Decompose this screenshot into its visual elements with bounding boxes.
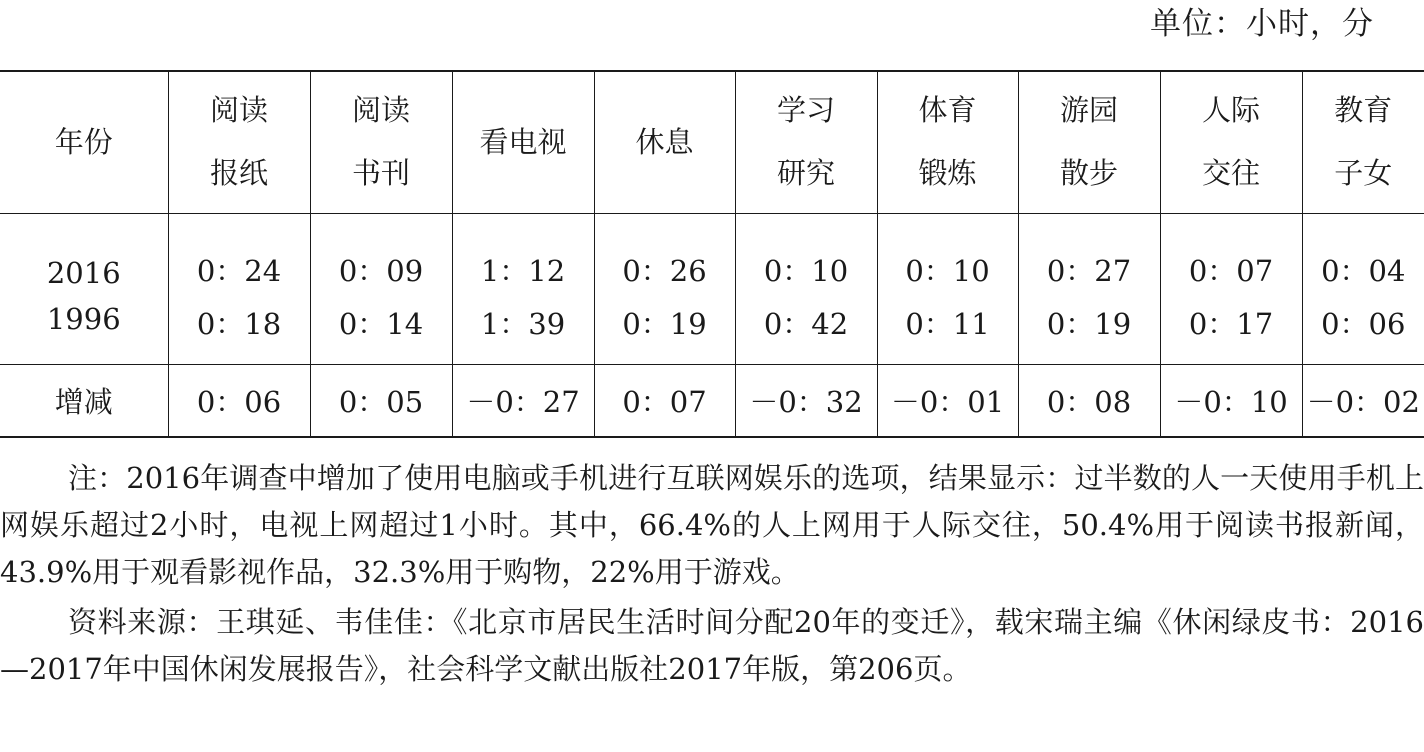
table-cell: 0：26 [594, 213, 735, 292]
table-cell: －0：27 [452, 364, 594, 437]
row-year: 1996 [0, 292, 168, 365]
source-paragraph: 资料来源：王琪延、韦佳佳：《北京市居民生活时间分配20年的变迁》，载宋瑞主编《休闲绿皮书：2016—2017年中国休闲发展报告》，社会科学文献出版社2017年版，第206页。 [0, 605, 1424, 686]
table-cell: 0：08 [1018, 364, 1160, 437]
table-row-2016 [0, 213, 1424, 292]
table-cell: 0：04 [1302, 213, 1424, 292]
header-childcare: 教育 子女 [1302, 71, 1424, 213]
leisure-time-table [0, 70, 1424, 438]
row-label-change: 增减 [0, 364, 168, 437]
table-cell: 0：06 [1302, 292, 1424, 365]
unit-label: 单位：小时，分 [1150, 6, 1374, 42]
table-cell: 0：27 [1018, 213, 1160, 292]
header-watch-tv: 看电视 [452, 71, 594, 213]
header-rest: 休息 [594, 71, 735, 213]
header-read-books: 阅读 书刊 [310, 71, 452, 213]
table-cell: 0：10 [877, 213, 1018, 292]
table-cell: 0：18 [168, 292, 310, 365]
header-walk: 游园 散步 [1018, 71, 1160, 213]
header-year: 年份 [0, 71, 168, 213]
table-cell: 0：07 [594, 364, 735, 437]
table-cell: －0：10 [1160, 364, 1302, 437]
table-header-row [0, 71, 1424, 213]
header-social: 人际 交往 [1160, 71, 1302, 213]
table-cell: －0：01 [877, 364, 1018, 437]
table-cell: 0：17 [1160, 292, 1302, 365]
table-cell: 0：09 [310, 213, 452, 292]
table-cell: －0：02 [1302, 364, 1424, 437]
table-cell: 0：42 [735, 292, 877, 365]
table-cell: 0：19 [1018, 292, 1160, 365]
table-cell: 0：11 [877, 292, 1018, 365]
table-cell: 0：19 [594, 292, 735, 365]
header-read-newspaper: 阅读 报纸 [168, 71, 310, 213]
table-cell: －0：32 [735, 364, 877, 437]
table-notes [0, 455, 1424, 693]
table-cell: 0：24 [168, 213, 310, 292]
table-row-1996 [0, 292, 1424, 365]
table-cell: 0：14 [310, 292, 452, 365]
table-cell: 1：12 [452, 213, 594, 292]
table-cell: 0：05 [310, 364, 452, 437]
table-cell: 1：39 [452, 292, 594, 365]
header-study: 学习 研究 [735, 71, 877, 213]
row-year: 2016 [46, 255, 121, 290]
table-cell: 0：07 [1160, 213, 1302, 292]
header-exercise: 体育 锻炼 [877, 71, 1018, 213]
table-cell: 0：06 [168, 364, 310, 437]
table-row-change [0, 364, 1424, 437]
note-paragraph: 注：2016年调查中增加了使用电脑或手机进行互联网娱乐的选项，结果显示：过半数的人一天使用手机上网娱乐超过2小时，电视上网超过1小时。其中，66.4%的人上网用于人际交往，50.4%用于阅读书报新闻，43.9%用于观看影视作品，32.3%用于购物，22%用于游戏。 [0, 461, 1424, 589]
table-cell: 0：10 [735, 213, 877, 292]
